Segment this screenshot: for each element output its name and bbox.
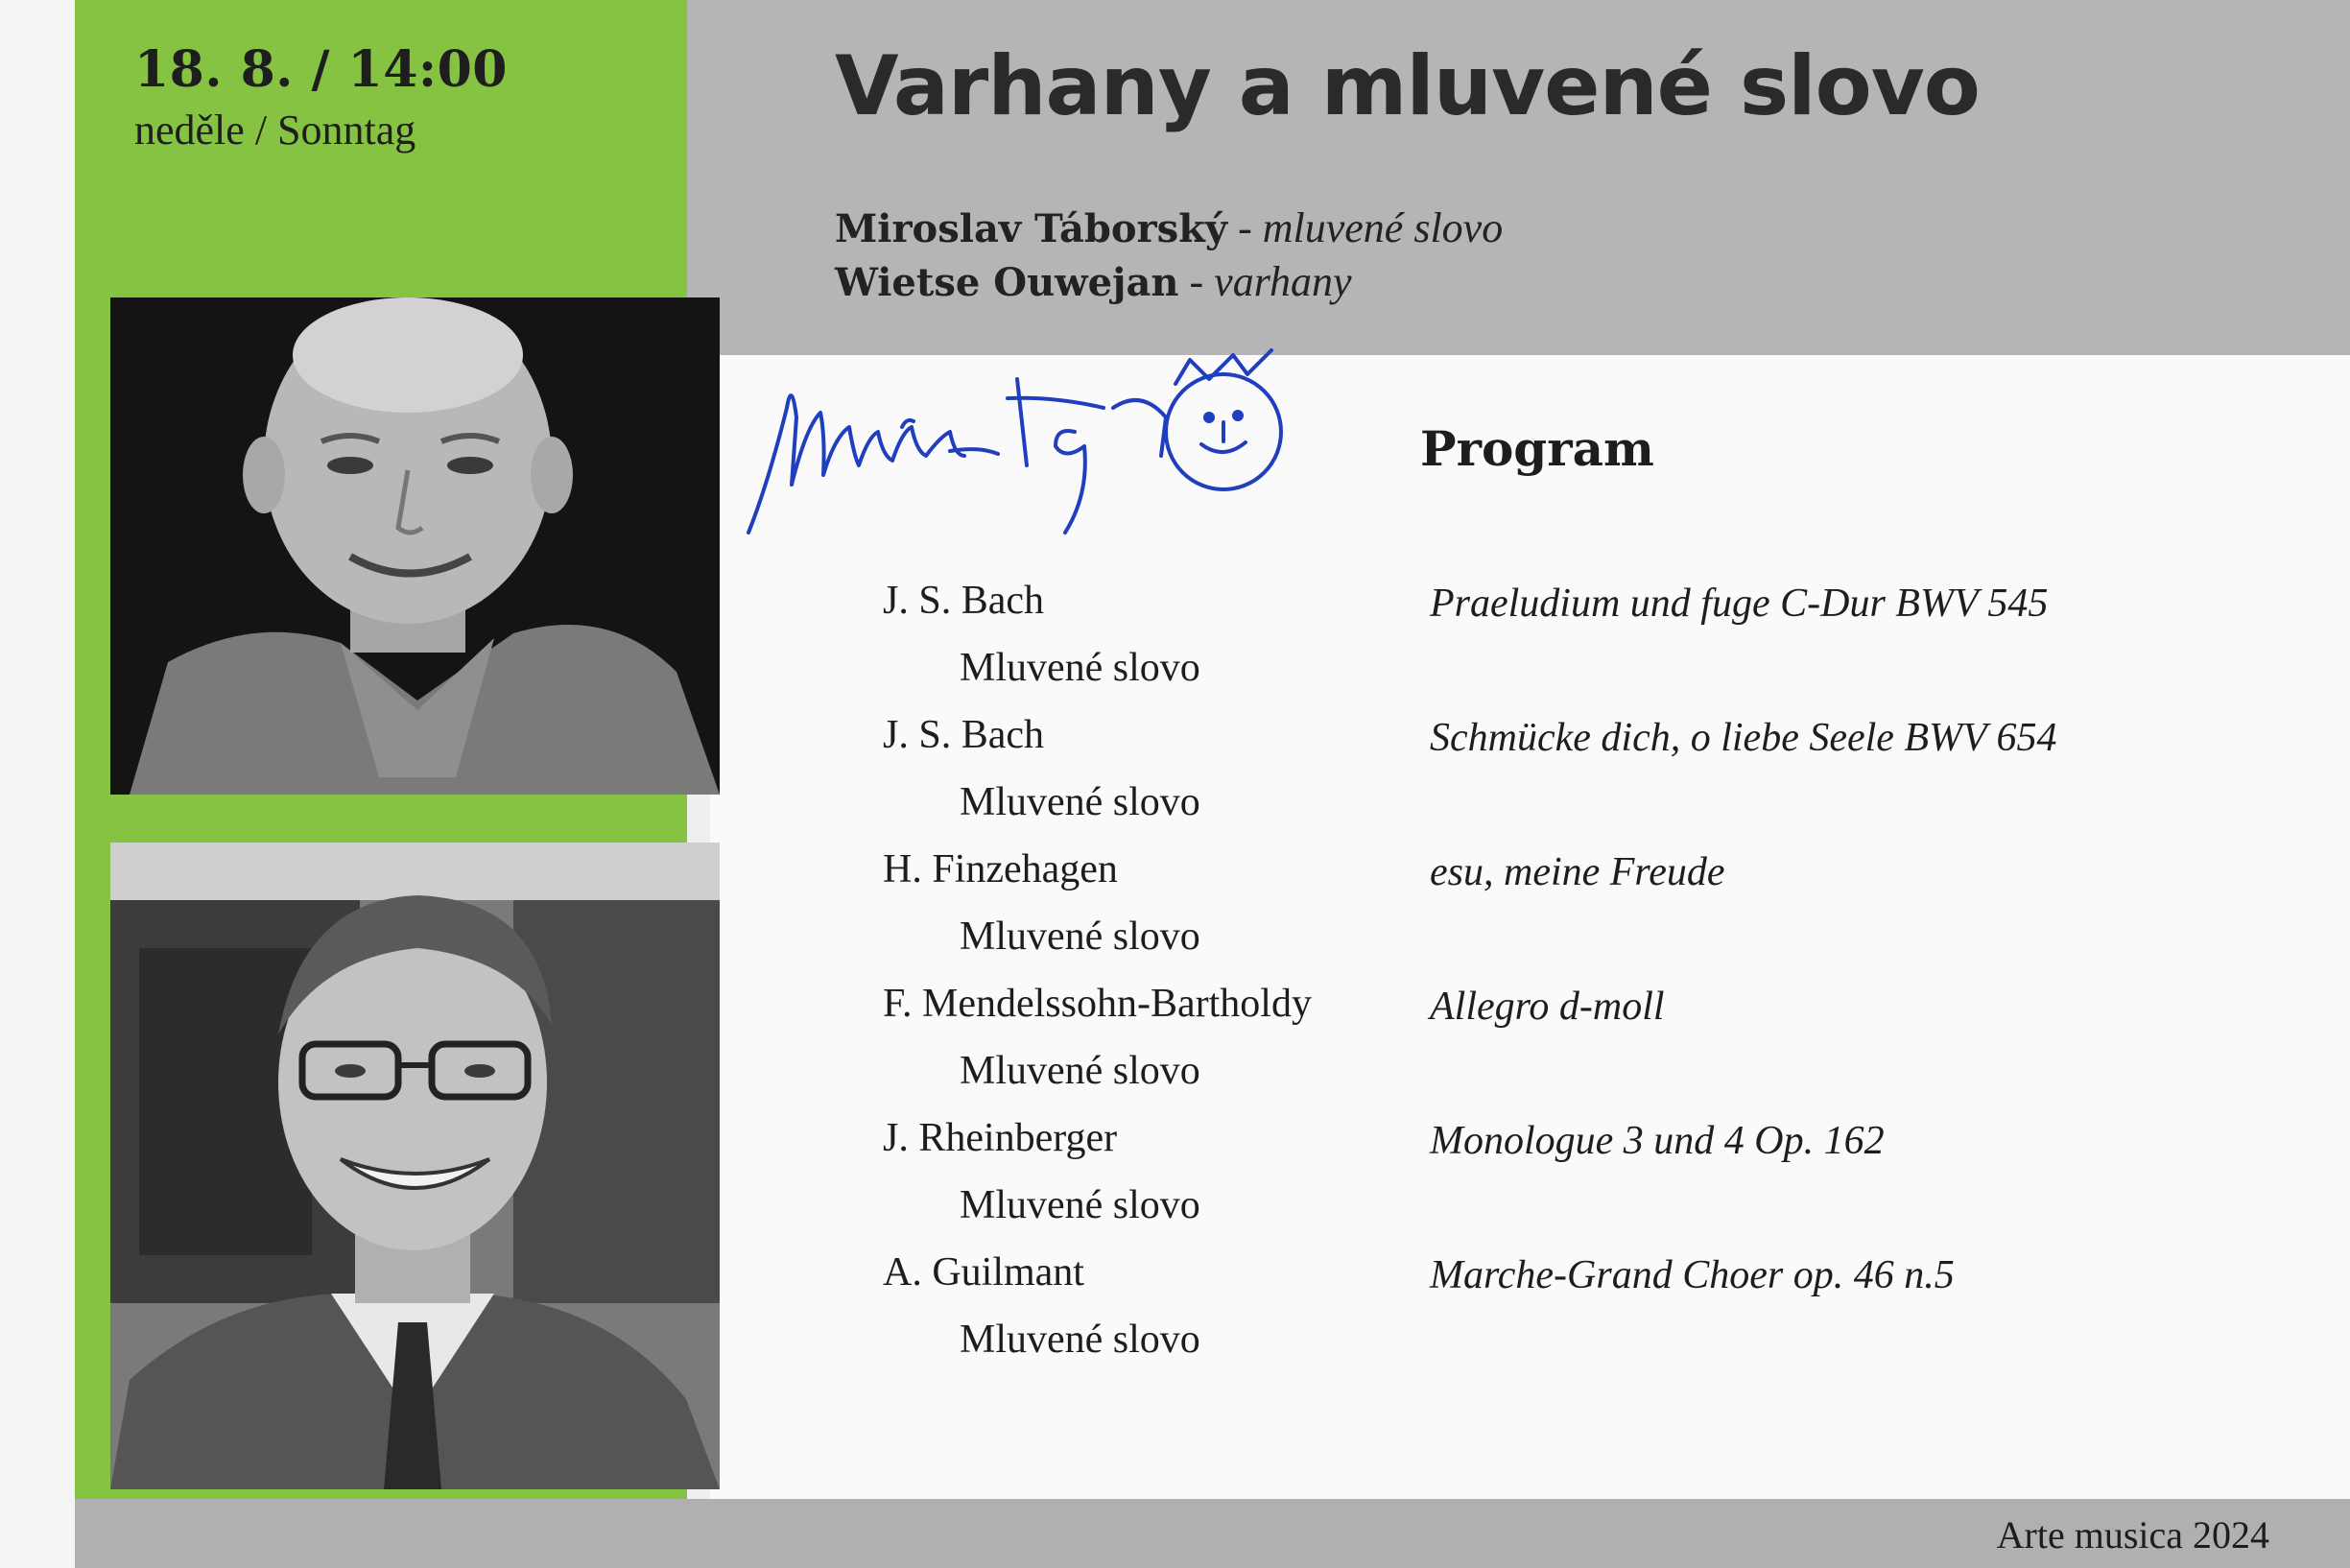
program-composer: H. Finzehagen xyxy=(883,847,1118,891)
program-composer: A. Guilmant xyxy=(883,1250,1084,1295)
program-spoken-word: Mluvené slovo xyxy=(960,915,1200,959)
program-composer: J. S. Bach xyxy=(883,713,1044,757)
program-work: Marche-Grand Choer op. 46 n.5 xyxy=(1430,1253,1955,1297)
speaker-portrait-photo xyxy=(110,297,720,795)
program-work: Schmücke dich, o liebe Seele BWV 654 xyxy=(1430,716,2057,760)
program-composer: F. Mendelssohn-Bartholdy xyxy=(883,982,1312,1026)
program-work: Monologue 3 und 4 Op. 162 xyxy=(1430,1119,1885,1163)
performer-line xyxy=(835,257,1352,306)
performer-name: Miroslav Táborský xyxy=(835,206,1228,251)
event-date-time: 18. 8. / 14:00 xyxy=(134,40,508,99)
program-work: Allegro d-moll xyxy=(1430,985,1665,1029)
program-spoken-word: Mluvené slovo xyxy=(960,780,1200,824)
program-heading: Program xyxy=(1420,420,1654,477)
performer-role: - mluvené slovo xyxy=(1238,204,1504,251)
performer-role: - varhany xyxy=(1189,258,1352,305)
page-margin xyxy=(0,0,75,1568)
event-day: neděle / Sonntag xyxy=(134,107,416,154)
footer-label: Arte musica 2024 xyxy=(1996,1513,2269,1556)
performer-line xyxy=(835,203,1503,252)
program-work: esu, meine Freude xyxy=(1430,850,1725,894)
program-spoken-word: Mluvené slovo xyxy=(960,1318,1200,1362)
program-spoken-word: Mluvené slovo xyxy=(960,646,1200,690)
performer-name: Wietse Ouwejan xyxy=(835,260,1179,305)
organist-portrait-photo xyxy=(110,843,720,1489)
program-spoken-word: Mluvené slovo xyxy=(960,1183,1200,1227)
handwritten-signature xyxy=(739,341,1363,547)
program-composer: J. S. Bach xyxy=(883,579,1044,623)
program-spoken-word: Mluvené slovo xyxy=(960,1049,1200,1093)
program-composer: J. Rheinberger xyxy=(883,1116,1118,1160)
program-work: Praeludium und fuge C-Dur BWV 545 xyxy=(1430,582,2049,626)
page-title: Varhany a mluvené slovo xyxy=(835,38,1980,134)
